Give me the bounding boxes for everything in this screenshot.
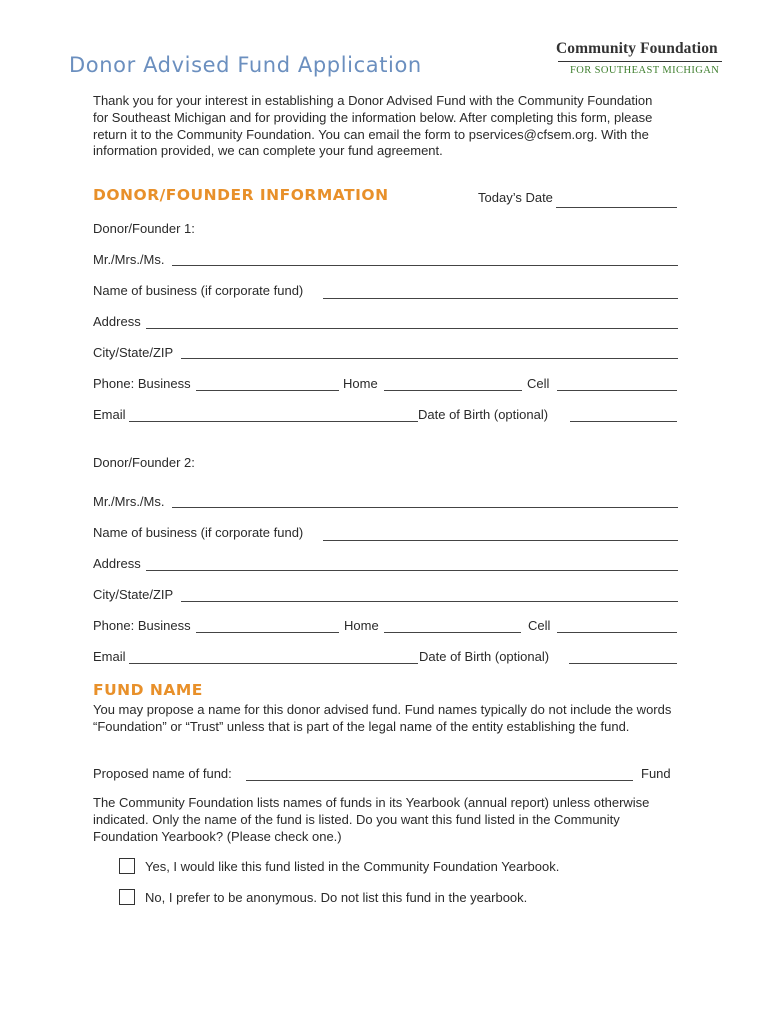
donor2-home-field[interactable] <box>384 632 521 633</box>
logo-sub-text: FOR SOUTHEAST MICHIGAN <box>570 65 720 76</box>
intro-paragraph: Thank you for your interest in establishing a Donor Advised Fund with the Community Foundation for Southeast Michigan and for providing the information below. After completing this form, please return it to the Community Foundation. You can email the form to pservices@cfsem.org. With the information provided, we can complete your fund agreement. <box>93 93 653 159</box>
donor2-phone-business-label: Phone: Business <box>93 618 191 633</box>
donor1-email-label: Email <box>93 407 126 422</box>
donor1-address-label: Address <box>93 314 141 329</box>
donor2-heading: Donor/Founder 2: <box>93 455 195 470</box>
fund-name-heading: FUND NAME <box>93 681 203 699</box>
donor2-email-label: Email <box>93 649 126 664</box>
donor2-city-field[interactable] <box>181 601 678 602</box>
yearbook-paragraph: The Community Foundation lists names of funds in its Yearbook (annual report) unless otherwise indicated. Only the name of the fund is listed. Do you want this fund listed in the Community Foundation Yearbook? (Please check one.) <box>93 795 650 844</box>
proposed-name-label: Proposed name of fund: <box>93 766 232 781</box>
donor1-name-label: Mr./Mrs./Ms. <box>93 252 165 267</box>
page-title: Donor Advised Fund Application <box>69 53 422 77</box>
donor1-business-label: Name of business (if corporate fund) <box>93 283 304 298</box>
donor-section-heading: DONOR/FOUNDER INFORMATION <box>93 186 389 204</box>
donor1-phone-business-field[interactable] <box>196 390 339 391</box>
yearbook-no-checkbox[interactable] <box>119 889 135 905</box>
donor1-dob-label: Date of Birth (optional) <box>418 407 549 422</box>
donor1-business-field[interactable] <box>323 298 678 299</box>
donor1-home-label: Home <box>343 376 378 391</box>
yearbook-yes-label: Yes, I would like this fund listed in the Community Foundation Yearbook. <box>145 859 560 874</box>
donor1-name-field[interactable] <box>172 265 678 266</box>
proposed-name-field[interactable] <box>246 780 633 781</box>
donor2-business-label: Name of business (if corporate fund) <box>93 525 304 540</box>
donor2-dob-field[interactable] <box>569 663 677 664</box>
donor2-address-label: Address <box>93 556 141 571</box>
todays-date-field[interactable] <box>556 207 677 208</box>
donor2-name-field[interactable] <box>172 507 678 508</box>
donor1-address-field[interactable] <box>146 328 678 329</box>
donor1-heading: Donor/Founder 1: <box>93 221 195 236</box>
yearbook-yes-checkbox[interactable] <box>119 858 135 874</box>
donor2-dob-label: Date of Birth (optional) <box>419 649 550 664</box>
donor2-address-field[interactable] <box>146 570 678 571</box>
fund-suffix-label: Fund <box>641 766 671 781</box>
yearbook-no-label: No, I prefer to be anonymous. Do not list this fund in the yearbook. <box>145 890 528 905</box>
donor2-email-field[interactable] <box>129 663 418 664</box>
community-foundation-logo <box>556 40 724 76</box>
donor1-phone-business-label: Phone: Business <box>93 376 191 391</box>
donor1-home-field[interactable] <box>384 390 522 391</box>
donor2-name-label: Mr./Mrs./Ms. <box>93 494 165 509</box>
donor1-city-field[interactable] <box>181 358 678 359</box>
todays-date-label: Today’s Date <box>478 190 553 205</box>
logo-main-text: Community Foundation <box>556 40 718 57</box>
donor1-cell-label: Cell <box>527 376 550 391</box>
donor2-home-label: Home <box>344 618 379 633</box>
donor2-phone-business-field[interactable] <box>196 632 339 633</box>
donor2-city-label: City/State/ZIP <box>93 587 174 602</box>
donor2-business-field[interactable] <box>323 540 678 541</box>
donor1-email-field[interactable] <box>129 421 418 422</box>
donor1-dob-field[interactable] <box>570 421 677 422</box>
logo-divider <box>558 61 722 62</box>
donor1-city-label: City/State/ZIP <box>93 345 174 360</box>
donor2-cell-label: Cell <box>528 618 551 633</box>
donor1-cell-field[interactable] <box>557 390 677 391</box>
donor2-cell-field[interactable] <box>557 632 677 633</box>
fund-name-description: You may propose a name for this donor advised fund. Fund names typically do not include the words “Foundation” or “Trust” unless that is part of the legal name of the entity establishing the fund. <box>93 702 672 734</box>
